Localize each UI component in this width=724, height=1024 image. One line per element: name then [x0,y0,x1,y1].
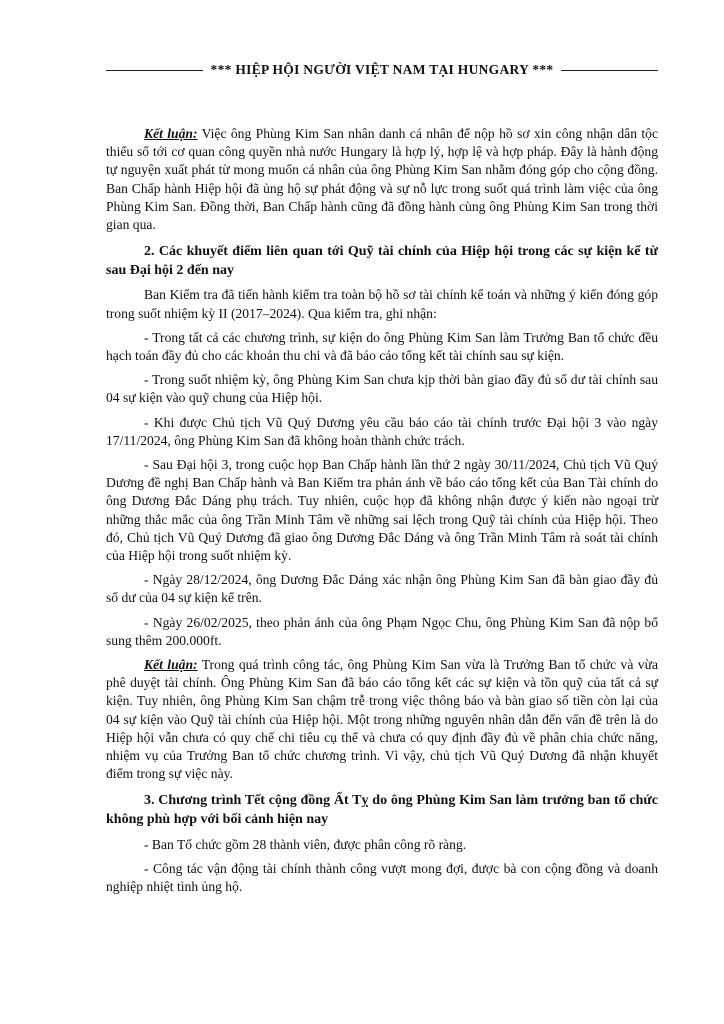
list-item: - Ban Tổ chức gồm 28 thành viên, được phân công rõ ràng. [144,836,467,852]
document-body [106,125,658,902]
conclusion-paragraph-1 [106,125,658,234]
conclusion-label: Kết luận: [144,657,198,673]
list-item: - Trong suốt nhiệm kỳ, ông Phùng Kim San chưa kịp thời bàn giao đầy đủ số dư tài chính sau 04 sự kiện vào quỹ chung của Hiệp hội. [106,372,658,406]
list-item: - Khi được Chủ tịch Vũ Quý Dương yêu cầu báo cáo tài chính trước Đại hội 3 vào ngày 17/11/2024, ông Phùng Kim San đã không hoàn thành chức trách. [106,414,658,448]
list-item: - Sau Đại hội 3, trong cuộc họp Ban Chấp hành lần thứ 2 ngày 30/11/2024, Chủ tịch Vũ Quý Dương đề nghị Ban Chấp hành và Ban Kiểm tra phản ánh về báo cáo tổng kết của Ban Tài chính do ông Dương Đắc Dáng phụ trách. Tuy nhiên, cuộc họp đã không nhận được ý kiến nào ngoại trừ những thắc mắc của ông Trần Minh Tâm về những sai lệch trong Quỹ tài chính của Hiệp hội. Theo đó, Chủ tịch Vũ Quý Dương đã giao ông Dương Đắc Dáng và ông Trần Minh Tâm rà soát tài chính của Hiệp hội trong suốt nhiệm kỳ. [106,457,658,564]
header-title: *** HIỆP HỘI NGƯỜI VIỆT NAM TẠI HUNGARY *** [210,62,554,77]
section-heading-2: 2. Các khuyết điểm liên quan tới Quỹ tài chính của Hiệp hội trong các sự kiện kể từ sau Đại hội 2 đến nay [106,244,658,278]
document-header [106,62,658,78]
list-item: - Ngày 28/12/2024, ông Dương Đắc Dáng xác nhận ông Phùng Kim San đã bàn giao đầy đủ số dư của 04 sự kiện kể trên. [106,572,658,606]
list-item: - Công tác vận động tài chính thành công vượt mong đợi, được bà con cộng đồng và doanh nghiệp nhiệt tình ủng hộ. [106,860,658,895]
conclusion-text: Trong quá trình công tác, ông Phùng Kim San vừa là Trưởng Ban tổ chức và vừa phê duyệt tài chính. Ông Phùng Kim San đã báo cáo tổng kết các sự kiện và tồn quỹ của tất cả sự kiện. Tuy nhiên, ông Phùng Kim San chậm trễ trong việc thông báo và bàn giao số tiền còn lại của 04 sự kiện vào Quỹ tài chính của Hiệp hội. Một trong những nguyên nhân dẫn đến vấn đề trên là do Hiệp hội vẫn chưa có quy chế chi tiêu cụ thể và chưa có quy định đầy đủ về phân chia chức năng, nhiệm vụ của Trưởng Ban tổ chức chương trình. Vì vậy, chủ tịch Vũ Quý Dương đã nhận khuyết điểm trong sự việc này. [106,657,658,782]
conclusion-paragraph-2 [106,656,658,783]
paragraph-inspection-intro: Ban Kiểm tra đã tiến hành kiểm tra toàn bộ hồ sơ tài chính kế toán và những ý kiến đóng góp trong suốt nhiệm kỳ II (2017–2024). Qua kiểm tra, ghi nhận: [106,287,658,321]
list-item: - Ngày 26/02/2025, theo phản ánh của ông Phạm Ngọc Chu, ông Phùng Kim San đã nộp bổ sung thêm 200.000ft. [106,614,658,648]
list-item: - Trong tất cả các chương trình, sự kiện do ông Phùng Kim San làm Trưởng Ban tổ chức đều hạch toán đầy đủ cho các khoản thu chi và đã báo cáo tổng kết tài chính sau sự kiện. [106,329,658,364]
conclusion-label: Kết luận: [144,126,198,141]
section-heading-3: 3. Chương trình Tết cộng đồng Ất Tỵ do ông Phùng Kim San làm trưởng ban tổ chức không phù hợp với bối cảnh hiện nay [106,793,658,828]
header-rule-left [106,70,203,71]
conclusion-text: Việc ông Phùng Kim San nhân danh cá nhân để nộp hồ sơ xin công nhận dân tộc thiểu số tới cơ quan công quyền nhà nước Hungary là hợp lý, hợp lệ và hợp pháp. Đây là hành động tự nguyện xuất phát từ mong muốn cá nhân của ông Phùng Kim San nhằm đóng góp cho cộng đồng. Ban Chấp hành Hiệp hội đã ủng hộ sự phát động và sự nỗ lực trong suốt quá trình làm việc của ông Phùng Kim San. Đồng thời, Ban Chấp hành cũng đã đồng hành cùng ông Phùng Kim San trong thời gian qua. [106,126,658,233]
header-rule-right [561,70,658,71]
